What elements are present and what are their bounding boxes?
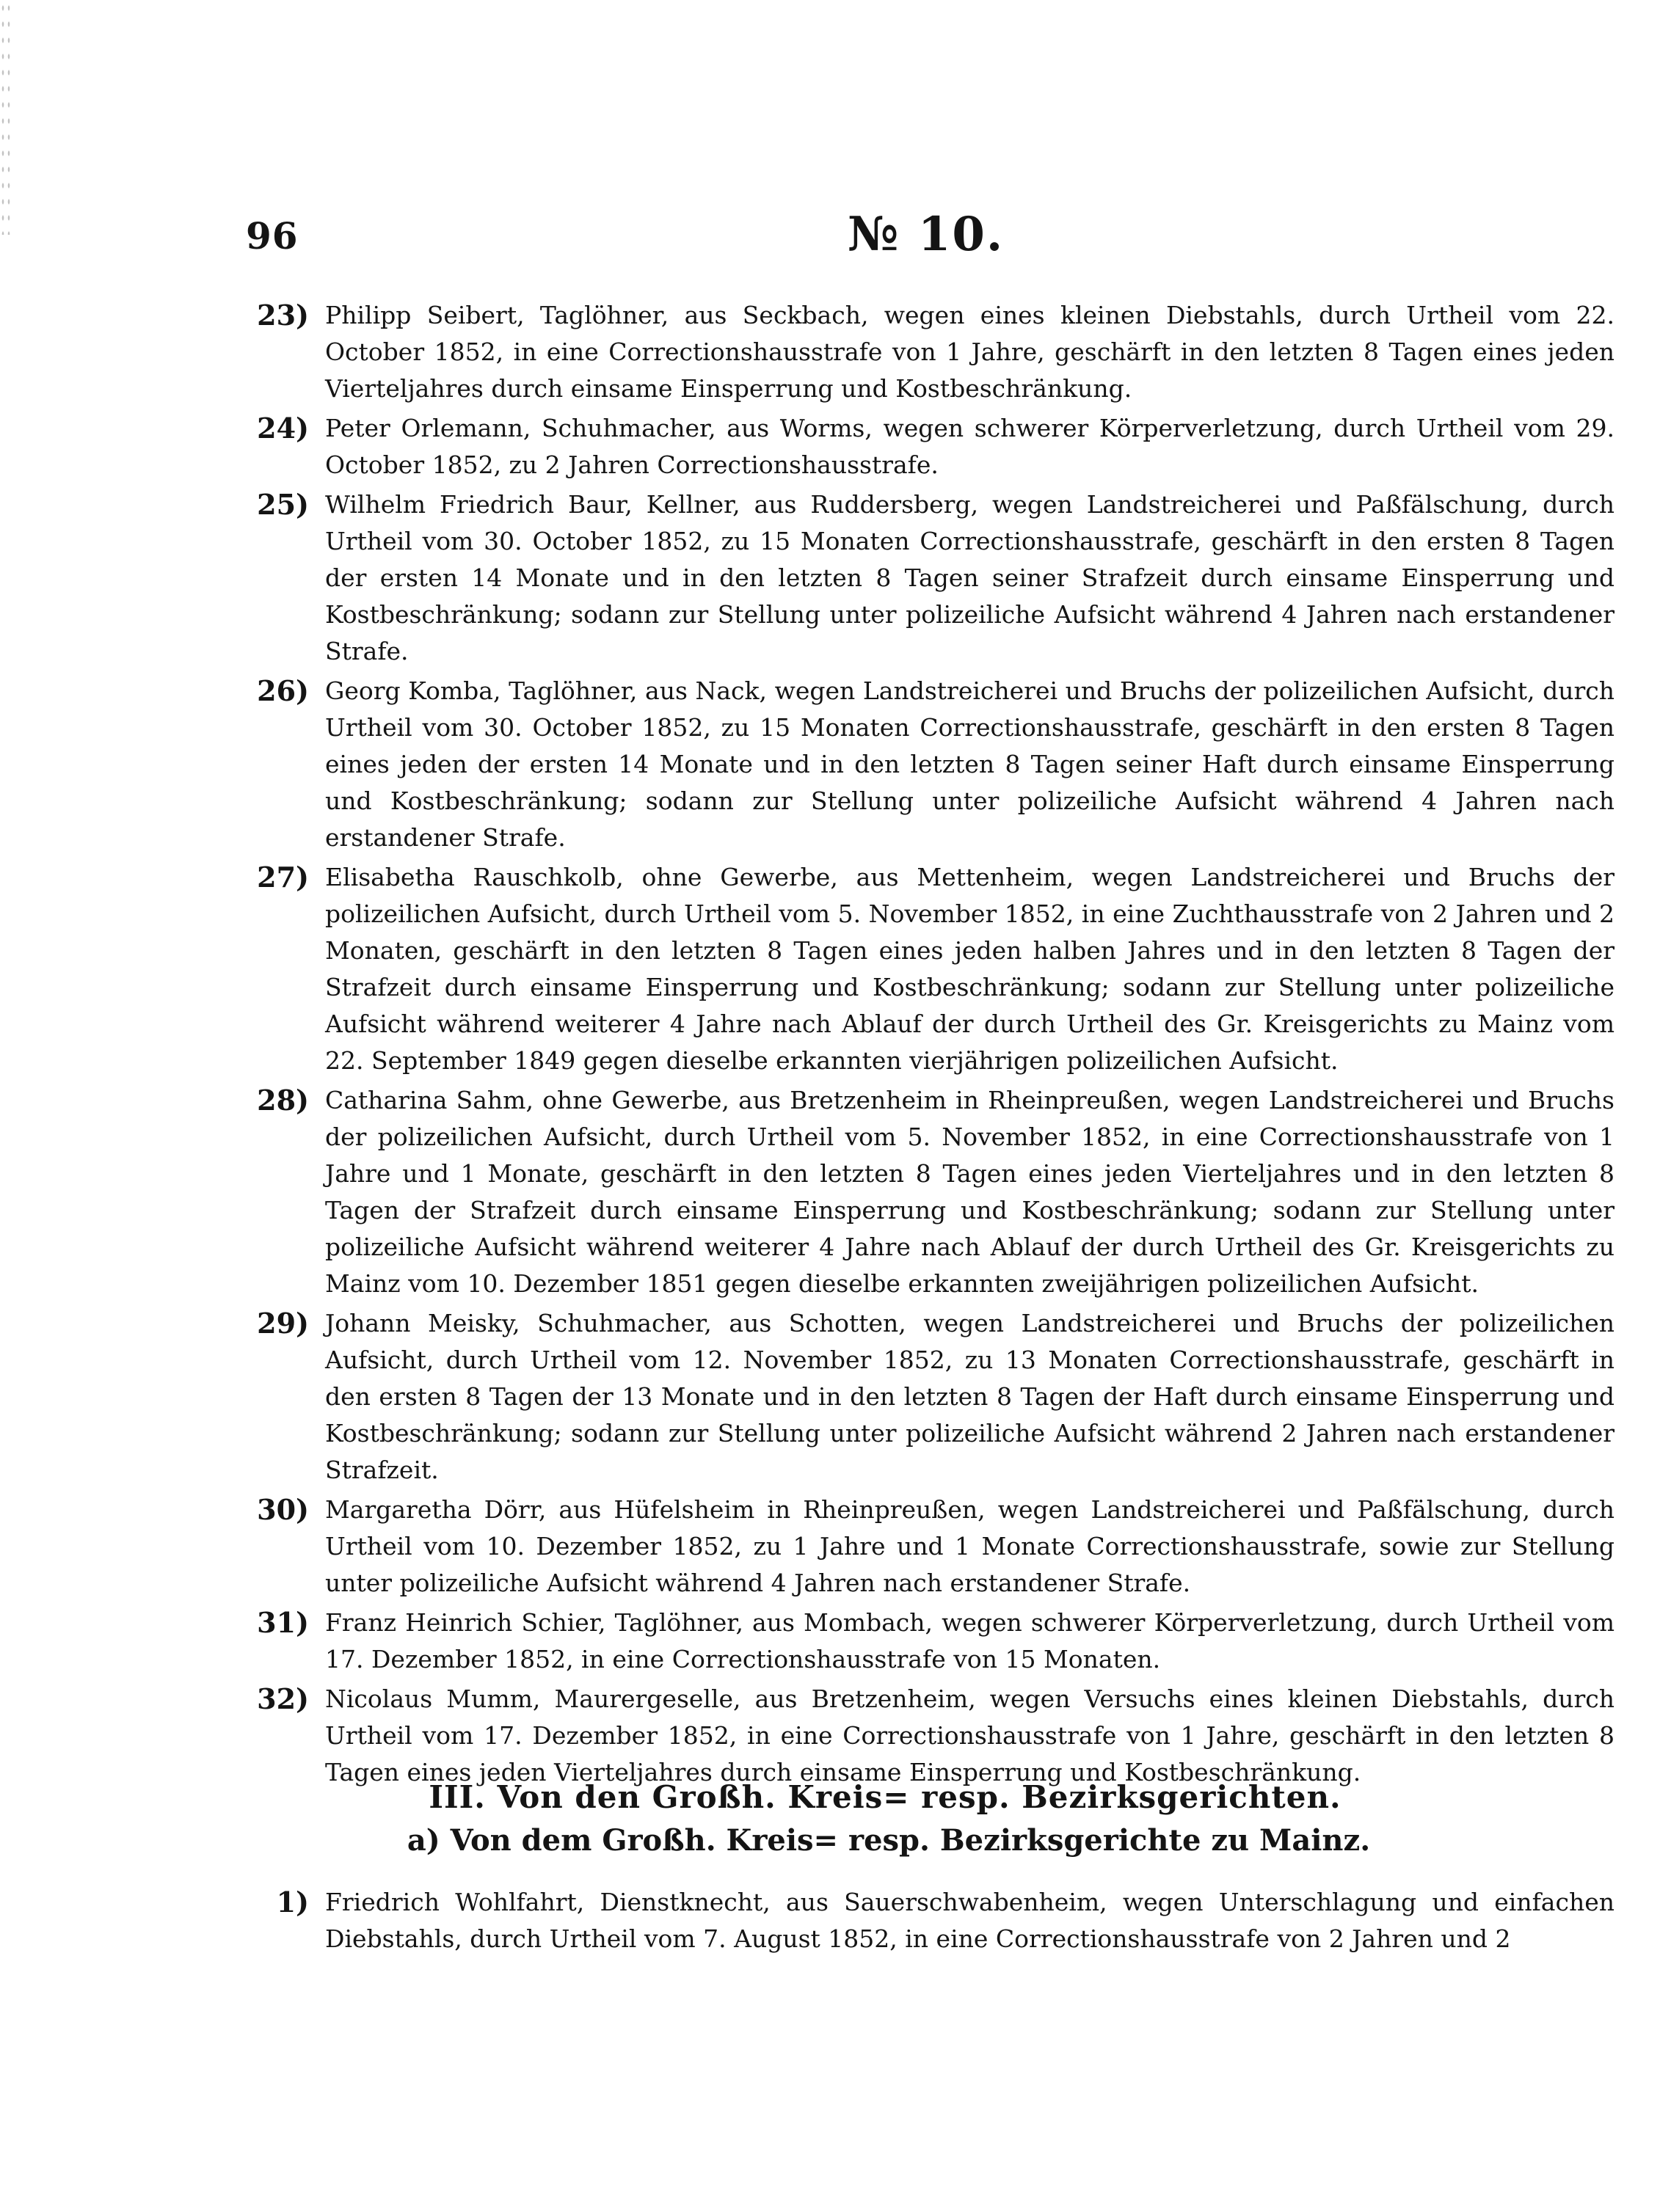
list-item [239,1082,1615,1302]
entry-text: Wilhelm Friedrich Baur, Kellner, aus Ruddersberg, wegen Landstreicherei und Paßfälschung, durch Urtheil vom 30. October 1852, zu 15 Monaten Correctionshausstrafe, geschärft in den ersten 8 Tagen der ersten 14 Monate und in den letzten 8 Tagen seiner Strafzeit durch einsame Einsperrung und Kostbeschränkung; sodann zur Stellung unter polizeiliche Aufsicht während 4 Jahren nach erstandener Strafe. [325,490,1615,665]
entry-number: 23) [257,299,309,332]
entry-number: 1) [276,1886,309,1919]
page-number: 96 [246,214,299,258]
entry-number: 27) [257,861,309,894]
list-item [239,410,1615,483]
entry-text: Elisabetha Rauschkolb, ohne Gewerbe, aus Mettenheim, wegen Landstreicherei und Bruchs der polizeilichen Aufsicht, durch Urtheil vom 5. November 1852, in eine Zuchthausstrafe von 2 Jahren und 2 Monaten, geschärft in den letzten 8 Tagen eines jeden halben Jahres und in den letzten 8 Tagen der Strafzeit durch einsame Einsperrung und Kostbeschränkung; sodann zur Stellung unter polizeiliche Aufsicht während weiterer 4 Jahre nach Ablauf der durch Urtheil des Gr. Kreisgerichts zu Mainz vom 22. September 1849 gegen dieselbe erkannten vierjährigen polizeilichen Aufsicht. [325,863,1615,1075]
list-item [239,1492,1615,1602]
section-subheading: a) Von dem Großh. Kreis= resp. Bezirksgerichte zu Mainz. [407,1823,1371,1858]
entry-text: Johann Meisky, Schuhmacher, aus Schotten, wegen Landstreicherei und Bruchs der polizeilichen Aufsicht, durch Urtheil vom 12. November 1852, zu 13 Monaten Correctionshausstrafe, geschärft in den ersten 8 Tagen der 13 Monate und in den letzten 8 Tagen der Haft durch einsame Einsperrung und Kostbeschränkung; sodann zur Stellung unter polizeiliche Aufsicht während 2 Jahren nach erstandener Strafzeit. [325,1309,1615,1484]
entries-list [239,297,1615,1794]
list-item [239,1305,1615,1489]
entry-text: Peter Orlemann, Schuhmacher, aus Worms, wegen schwerer Körperverletzung, durch Urtheil vom 29. October 1852, zu 2 Jahren Correctionshausstrafe. [325,414,1615,479]
entry-text: Georg Komba, Taglöhner, aus Nack, wegen Landstreicherei und Bruchs der polizeilichen Aufsicht, durch Urtheil vom 30. October 1852, zu 15 Monaten Correctionshausstrafe, geschärft in den ersten 8 Tagen eines jeden der ersten 14 Monate und in den letzten 8 Tagen seiner Haft durch einsame Einsperrung und Kostbeschränkung; sodann zur Stellung unter polizeiliche Aufsicht während 4 Jahren nach erstandener Strafe. [325,676,1615,852]
list-item [239,859,1615,1079]
entry-text: Friedrich Wohlfahrt, Dienstknecht, aus Sauerschwabenheim, wegen Unterschlagung und einfachen Diebstahls, durch Urtheil vom 7. August 1852, in eine Correctionshausstrafe von 2 Jahren und 2 [325,1888,1615,1953]
entry-text: Philipp Seibert, Taglöhner, aus Seckbach, wegen eines kleinen Diebstahls, durch Urtheil vom 22. October 1852, in eine Correctionshausstrafe von 1 Jahre, geschärft in den letzten 8 Tagen eines jeden Vierteljahres durch einsame Einsperrung und Kostbeschränkung. [325,301,1615,403]
list-item [239,297,1615,407]
list-item [239,486,1615,670]
entry-text: Nicolaus Mumm, Maurergeselle, aus Bretzenheim, wegen Versuchs eines kleinen Diebstahls, durch Urtheil vom 17. Dezember 1852, in eine Correctionshausstrafe von 1 Jahre, geschärft in den letzten 8 Tagen eines jeden Vierteljahres durch einsame Einsperrung und Kostbeschränkung. [325,1684,1615,1786]
entry-text: Catharina Sahm, ohne Gewerbe, aus Bretzenheim in Rheinpreußen, wegen Landstreicherei und Bruchs der polizeilichen Aufsicht, durch Urtheil vom 5. November 1852, in eine Correctionshausstrafe von 1 Jahre und 1 Monate, geschärft in den letzten 8 Tagen eines jeden Vierteljahres und in den letzten 8 Tagen der Strafzeit durch einsame Einsperrung und Kostbeschränkung; sodann zur Stellung unter polizeiliche Aufsicht während weiterer 4 Jahre nach Ablauf der durch Urtheil des Gr. Kreisgerichts zu Mainz vom 10. Dezember 1851 gegen dieselbe erkannten zweijährigen polizeilichen Aufsicht. [325,1086,1615,1298]
list-item [239,1605,1615,1678]
list-item [239,1884,1615,1957]
section-entries-list [239,1884,1615,1960]
entry-number: 31) [257,1606,309,1639]
entry-number: 30) [257,1493,309,1526]
issue-number: № 10. [848,207,1005,262]
section-heading: III. Von den Großh. Kreis= resp. Bezirksgerichten. [429,1779,1342,1815]
entry-text: Franz Heinrich Schier, Taglöhner, aus Mombach, wegen schwerer Körperverletzung, durch Urtheil vom 17. Dezember 1852, in eine Correctionshausstrafe von 15 Monaten. [325,1608,1615,1673]
list-item [239,1681,1615,1791]
entry-number: 28) [257,1084,309,1117]
list-item [239,673,1615,856]
entry-number: 32) [257,1682,309,1715]
entry-number: 29) [257,1307,309,1340]
entry-number: 25) [257,488,309,521]
scan-edge-artifact [0,0,13,235]
entry-number: 24) [257,412,309,445]
entry-number: 26) [257,674,309,707]
entry-text: Margaretha Dörr, aus Hüfelsheim in Rheinpreußen, wegen Landstreicherei und Paßfälschung, durch Urtheil vom 10. Dezember 1852, zu 1 Jahre und 1 Monate Correctionshausstrafe, sowie zur Stellung unter polizeiliche Aufsicht während 4 Jahren nach erstandener Strafe. [325,1495,1615,1597]
